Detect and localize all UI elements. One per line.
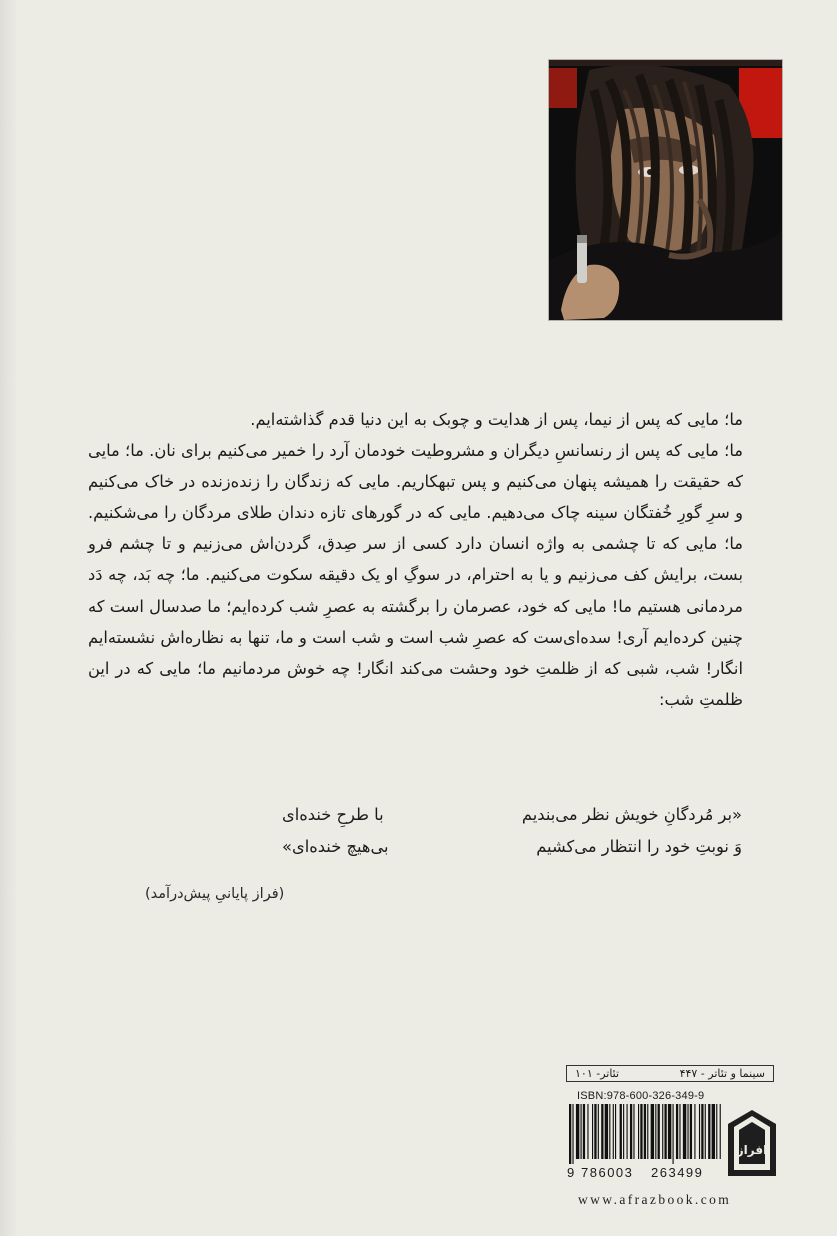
barcode-bar [583, 1104, 585, 1159]
barcode-bar [664, 1104, 666, 1159]
barcode-bar [683, 1104, 686, 1159]
barcode-bar [658, 1104, 660, 1159]
barcode-bar [615, 1104, 616, 1159]
barcode-bar [594, 1104, 596, 1159]
afraz-logo-text: افراز [736, 1143, 768, 1157]
poem [282, 799, 742, 863]
publisher-website: www.afrazbook.com [578, 1192, 732, 1207]
barcode-bar [569, 1104, 571, 1164]
author-photo-image [549, 60, 782, 320]
poem-hemistich-left: با طرحِ خنده‌ای [282, 805, 384, 824]
barcode-bar [587, 1104, 588, 1159]
barcode-bar [572, 1104, 573, 1164]
poem-row [282, 831, 742, 863]
paragraph-main: ما؛ مایی که پس از رنسانسِ دیگران و مشروطیت خودمان آرد را خمیر می‌کنیم برای نان. ما؛ مایی که حقیقت را همیشه پنهان می‌کنیم و پس تبهکاریم. مایی که زندگان را زنده‌زنده در خاک می‌کنیم و سرِ گورِ خُفتگان سینه چاک می‌دهیم. مایی که در گورهای تازه دندان طلای مردگان را می‌شکنیم. ما؛ مایی که تا چشمی به واژه انسان دارد کسی از سر صِدق، گردن‌اش می‌زنیم و تا چشم فرو بست، برایش کف می‌زنیم و یا به احترام، در سوگِ او یک دقیقه سکوت می‌کنیم. ما؛ چه بَد، چه دَد مردمانی هستیم ما! مایی که خود، عصرمان را برگشته به عصرِ شب کرده‌ایم؛ ما صدسال است که چنین کرده‌ایم آری! سده‌ای‌ست که عصرِ شب است و شب است و ما، تنها به نظاره‌اش نشسته‌ایم انگار! شب، شبی که از ظلمتِ خود وحشت می‌کند انگار! چه خوش مردمانیم ما؛ مایی که در این ظلمتِ شب: [88, 441, 743, 709]
barcode-bar [644, 1104, 646, 1159]
barcode-bar [609, 1104, 610, 1159]
afraz-logo-icon [726, 1108, 778, 1178]
barcode-bar [705, 1104, 706, 1159]
barcode-bar [679, 1104, 680, 1159]
barcode-bar [581, 1104, 582, 1159]
barcode-bar [690, 1104, 692, 1159]
barcode-bar [640, 1104, 642, 1159]
barcode-bar [630, 1104, 632, 1159]
paragraph-line-1: ما؛ مایی که پس از نیما، پس از هدایت و چوبک به این دنیا قدم گذاشته‌ایم. [250, 410, 743, 429]
barcode-bar [623, 1104, 624, 1159]
barcode-bar [613, 1104, 614, 1159]
barcode-bar [708, 1104, 710, 1159]
barcode-bar [676, 1104, 678, 1159]
poem-row [282, 799, 742, 831]
source-note: (فراز پایانیِ پیش‌درآمد) [145, 886, 285, 902]
barcode-bar [647, 1104, 648, 1159]
poem-hemistich-right: «بر مُردگانِ خویش نظر می‌بندیم [521, 805, 742, 824]
barcode-bar [673, 1104, 674, 1164]
barcode-bar [712, 1104, 715, 1159]
barcode-bar [655, 1104, 656, 1159]
barcode-bar [716, 1104, 717, 1159]
barcode-bar [668, 1104, 671, 1159]
isbn: ISBN:978-600-326-349-9 [577, 1090, 705, 1102]
barcode-bar [633, 1104, 634, 1159]
barcode-bar [638, 1104, 639, 1159]
barcode-bar [662, 1104, 663, 1159]
series-cinema-theater: سینما و تئاتر - ۴۴۷ [679, 1067, 765, 1080]
barcode-digit-group-1: 786003 [581, 1165, 634, 1180]
barcode [567, 1104, 722, 1164]
barcode-bar [620, 1104, 622, 1159]
barcode-bar [605, 1104, 608, 1159]
poem-hemistich-left: بی‌هیچ خنده‌ای» [282, 837, 389, 856]
barcode-bar [592, 1104, 593, 1159]
barcode-bar [651, 1104, 654, 1159]
series-theater: تئاتر- ۱۰۱ [575, 1067, 620, 1080]
back-cover-text [88, 404, 743, 715]
barcode-digit-first: 9 [567, 1165, 575, 1180]
barcode-bar [627, 1104, 628, 1159]
barcode-bar [576, 1104, 579, 1159]
barcode-digit-group-2: 263499 [651, 1165, 704, 1180]
barcode-digits [567, 1165, 727, 1180]
barcode-bar [687, 1104, 688, 1159]
barcode-bar [701, 1104, 703, 1159]
barcode-bar [720, 1104, 721, 1159]
barcode-bar [601, 1104, 603, 1159]
series-label-box [566, 1065, 774, 1082]
barcode-bar [598, 1104, 599, 1159]
poem-hemistich-right: وَ نوبتِ خود را انتظار می‌کشیم [536, 837, 742, 856]
author-photo [549, 60, 782, 320]
barcode-bar [694, 1104, 695, 1159]
spine-shadow [0, 0, 18, 1236]
barcode-bar [699, 1104, 700, 1159]
